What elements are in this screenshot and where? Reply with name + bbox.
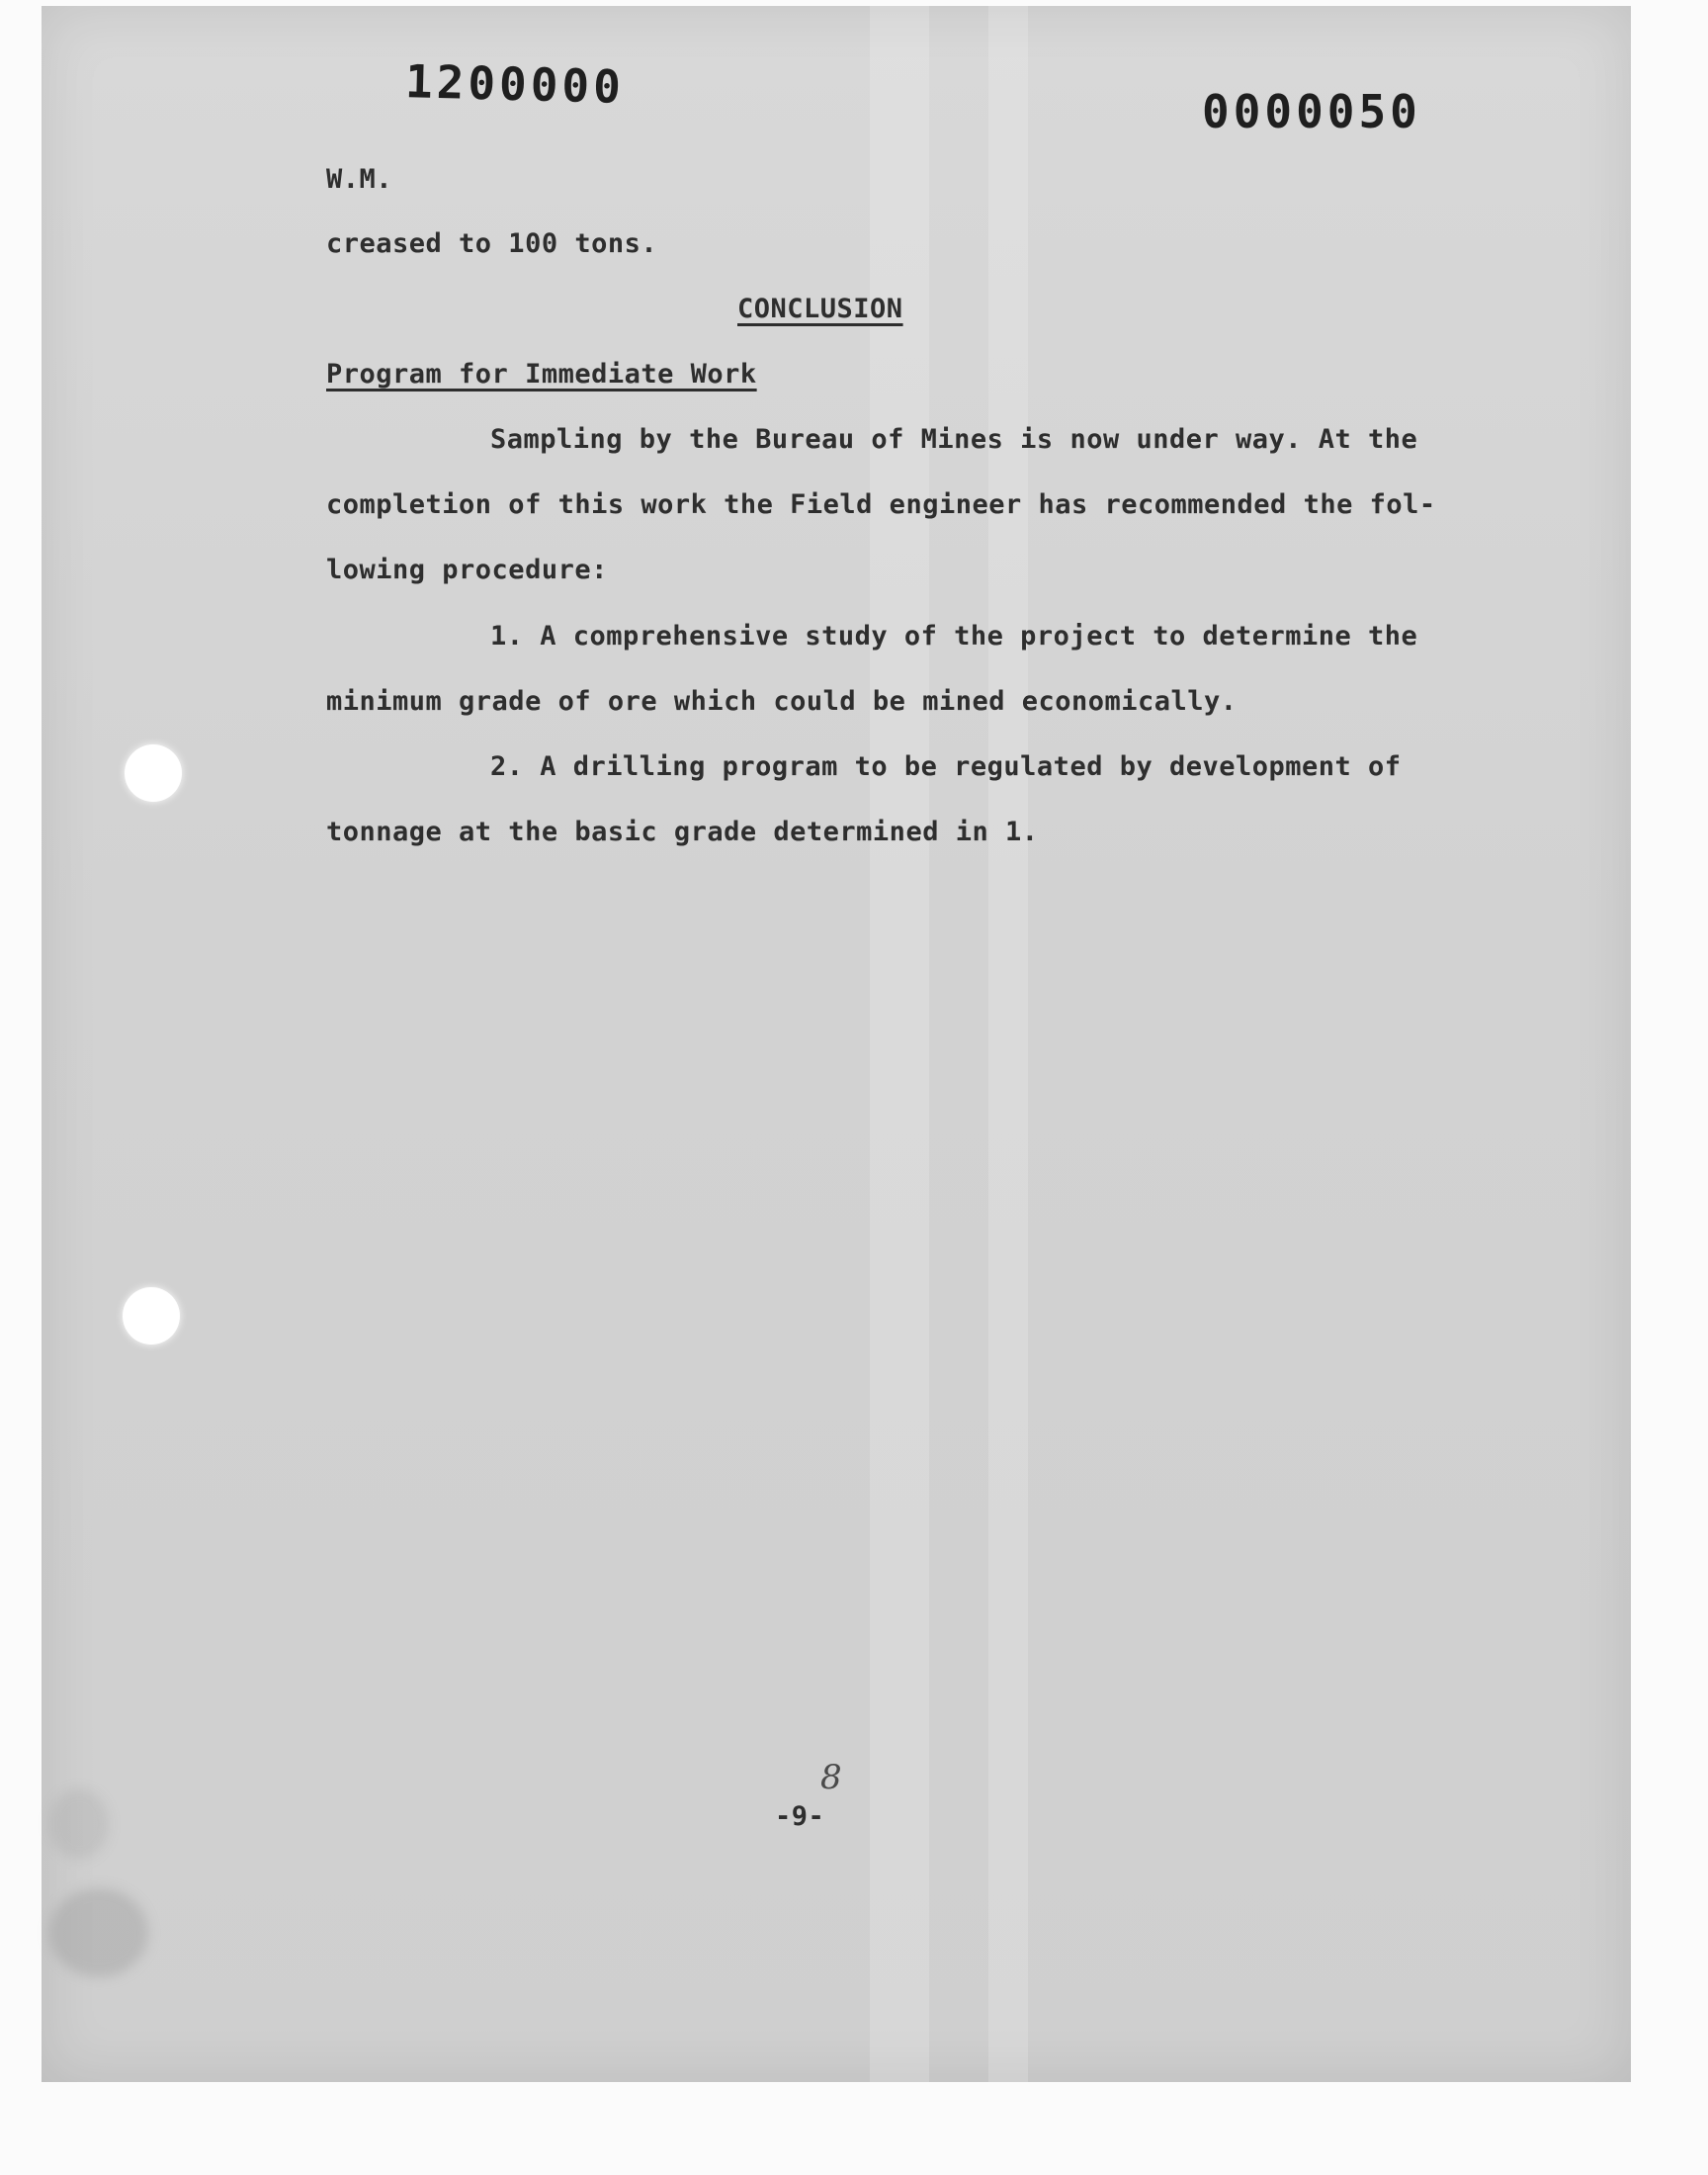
list-item-2-line: 2. A drilling program to be regulated by development of (490, 751, 1402, 782)
list-item-1-line: minimum grade of ore which could be mined economically. (326, 686, 1238, 717)
document-number-stamp-left: 1200000 (404, 54, 626, 114)
paragraph-line: lowing procedure: (326, 555, 608, 585)
section-heading: CONCLUSION (737, 294, 903, 324)
smudge (49, 1789, 109, 1859)
list-item-1-line: 1. A comprehensive study of the project to determine the (490, 621, 1418, 652)
continuation-line: creased to 100 tons. (326, 228, 658, 259)
punch-hole (123, 1287, 180, 1345)
subheading: Program for Immediate Work (326, 359, 757, 390)
paragraph-line: Sampling by the Bureau of Mines is now under way. At the (490, 424, 1418, 455)
handwritten-page-number: 8 (820, 1758, 842, 1797)
initials: W.M. (326, 164, 393, 195)
paragraph-line: completion of this work the Field engineer has recommended the fol- (326, 489, 1436, 520)
punch-hole (125, 744, 182, 802)
smudge (49, 1888, 148, 1977)
paper-streak (988, 6, 1028, 2082)
typed-page-number: -9- (775, 1801, 825, 1832)
document-number-stamp-right: 0000050 (1202, 85, 1421, 138)
list-item-2-line: tonnage at the basic grade determined in 1. (326, 817, 1039, 847)
